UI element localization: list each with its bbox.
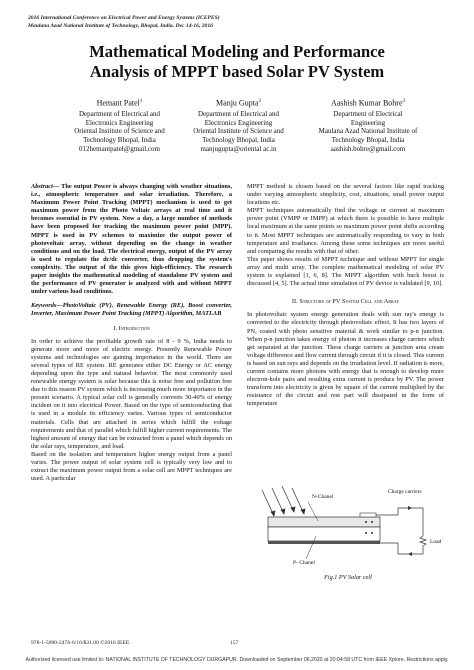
author-affiliation: Maulana Azad National Institute of	[318, 127, 418, 136]
author-block-2	[171, 98, 306, 153]
left-column	[31, 183, 232, 483]
author-email: manjugupta@oriental ac.in	[200, 144, 277, 153]
author-affiliation: Electronics Engineering	[204, 118, 273, 127]
keywords: Keywords—PhotoVoltaic (PV), Renewable Energy (RE), Boost converter, Inverter, Maximum Power Point Tracking (MPPT) Algorithm, MATLAB	[31, 302, 232, 318]
paragraph-mppt-choice: MPPT method is chosen based on the several factors like rapid tracking under varying atmospheric simplicity, cost, situations, small power output locations etc.	[247, 183, 444, 207]
load-label: Load	[430, 539, 442, 545]
p-channel-label: P- Chanel	[293, 560, 315, 566]
author-block-1	[52, 98, 187, 153]
author-block-3	[293, 98, 443, 153]
author-name: Manju Gupta$^2$	[216, 98, 261, 108]
right-column	[247, 183, 444, 408]
pv-cell-diagram	[248, 486, 448, 586]
author-affiliation: Engineering	[350, 118, 386, 127]
author-affiliation: Oriental Institute of Science and	[74, 127, 165, 136]
figure-caption: Fig.1 PV Solar cell	[324, 574, 372, 581]
author-name: Aashish Kumar Bohre$^3$	[330, 98, 406, 108]
charge-carriers-label: Charge carriers	[388, 489, 422, 495]
author-affiliation: Department of Electrical	[333, 110, 403, 119]
figure-pv-solar-cell	[248, 486, 448, 586]
title-line-1: Mathematical Modeling and Performance	[89, 42, 385, 61]
author-name: Hemant Patel$^1$	[96, 98, 143, 108]
author-email: 012hemantpatel@gmail.com	[79, 144, 160, 153]
isbn-line: 978-1-5090-2476-6/16/$31.00 ©2016 IEEE	[31, 640, 130, 646]
conference-name: 2016 International Conference on Electrical Power and Energy Systems (ICEPES)	[28, 15, 220, 21]
intro-paragraph-2: Based on the isolation and temperature higher energy output from a panel varies. The power output of solar system cell is typically very low and to extract the maximum power output from a solar cell are MPPT techniques are used. A particular	[31, 450, 232, 483]
author-affiliation: Technology Bhopal, India	[83, 136, 156, 145]
paragraph-mppt-techniques: MPPT techniques automatically find the voltage or current at maximum power point (VMPP or IMPP) at which there is possible to have multiple local maximum at the same points so maximum power point shifts according to it. Most MPPT techniques are automatically responding to vary in both temperature and irradiance. Among these some techniques are more useful and comparing the results with that of other.	[247, 207, 444, 255]
abstract: Abstract— The output Power is always changing with weather situations, i.e., atmospheric temperature and solar irradiation. Therefore, a Maximum Power Point Tracking (MPPT) mechanism is used to get maximum power from the Photo Voltaic arrays at real time and it becomes essential in PV system. Now a day, a large number of methods have been proposed for tracking the maximum power point (MPP). MPPT is used in PV schemes to maximize the output power of photovoltaic array, without depending on the change in weather conditions and on the load. The electrical energy, output of the PV array is used to regulate the dc/dc converter, thus dropping the system's complexity. The output of the this gives high-efficiency. The research paper insights the mathematical modeling of standalone PV system and the performance of PV generator is analyzed with and without MPPT under various load conditions.	[31, 183, 232, 296]
title-line-2: Analysis of MPPT based Solar PV System	[89, 62, 385, 81]
n-layer	[268, 517, 380, 527]
author-affiliation: Technology Bhopal, India	[331, 136, 405, 145]
n-channel-label: N-Chanel	[312, 494, 334, 500]
author-affiliation: Electronics Engineering	[85, 118, 154, 127]
author-email: aashish.bohre@gmail.com	[330, 144, 406, 153]
load-resistor	[420, 536, 426, 546]
section-heading-structure: II. Structure of PV System Cell and Array	[291, 298, 400, 306]
wire-top	[376, 508, 423, 536]
page-number: 157	[230, 640, 239, 646]
author-affiliation: Technology Bhopal, India	[202, 136, 275, 145]
sun-rays	[262, 486, 305, 516]
ieee-license-notice: Authorized licensed use limited to: NATIONAL INSTITUTE OF TECHNOLOGY DURGAPUR. Downloaded on September 06,2020 at 20:04:58 UTC from IEEE Xplore. Restrictions apply.	[25, 657, 449, 663]
p-layer	[268, 527, 380, 541]
paragraph-paper-overview: This paper shows results of MPPT technique and without MPPT for single array and multi array. The complete mathematical modeling of solar PV system is explained [1, 6, 8]. The MPPT algorithm with buck boost is discussed [4, 5]. The actual time simulation of PV device is validated [9, 10].	[247, 255, 444, 288]
paragraph-pv-effect: In photovoltaic system energy generation deals with sun ray's energy is converted to the electricity through photovoltaic effect. It has two layers of PN, coated with photo sensitive material & work similar to p-n junction. When p-n junction takes energy of photon it increases charge carriers which get separated at the junction. These charge carriers at junction area create voltage difference and flow current through circuit if it is closed. This current is based on sun rays and depends on the irradiation level. If radiation is more, current contains more photons with energy that is enough to develop more electron-hole pairs and resulting extra current is produce by PV. The power transform into electricity is given by square of the current multiplied by the resistance of the circuit and rest part will dissipated in the form of temperature	[247, 311, 444, 408]
section-heading-introduction: I. Introduction	[113, 324, 150, 332]
conference-header	[28, 14, 220, 30]
top-contact	[360, 513, 376, 517]
paper-title	[0, 42, 474, 82]
wire-bottom	[380, 543, 423, 554]
author-affiliation: Department of Electrical and	[197, 110, 280, 119]
author-affiliation: Department of Electrical and	[78, 110, 161, 119]
conference-venue: Maulana Azad National Institute of Technology, Bhopal, India. Dec 14-16, 2016	[28, 23, 213, 29]
bottom-contact	[268, 541, 380, 544]
author-affiliation: Oriental Institute of Science and	[193, 127, 284, 136]
intro-paragraph-1: In order to achieve the profitable growth rate of 8 - 9 %, India needs to generate more and more of electric energy. Presently Renewable Power systems and technologies are gaining importance in the world. There are several types of RE system. RE generates either DC Energy or AC energy depending upon the type and natural behavior. The most commonly used renewable energy system is solar because this is noise free and pollution free due to this reason PV system which is increasing much more importance in the present scenario. A typical solar cell is generally converts 30-40% of energy incident on it into electrical Power. Based on the type of semiconducting that is used in a module its efficiency varies. Various types of semiconductor materials. Cells that are attached in series which fulfill the voltage requirements and that of parallel which fulfill higher current requirements. The highest amount of energy that can be extracted from a panel which depends on the solar rays, temperature, and load.	[31, 337, 232, 450]
